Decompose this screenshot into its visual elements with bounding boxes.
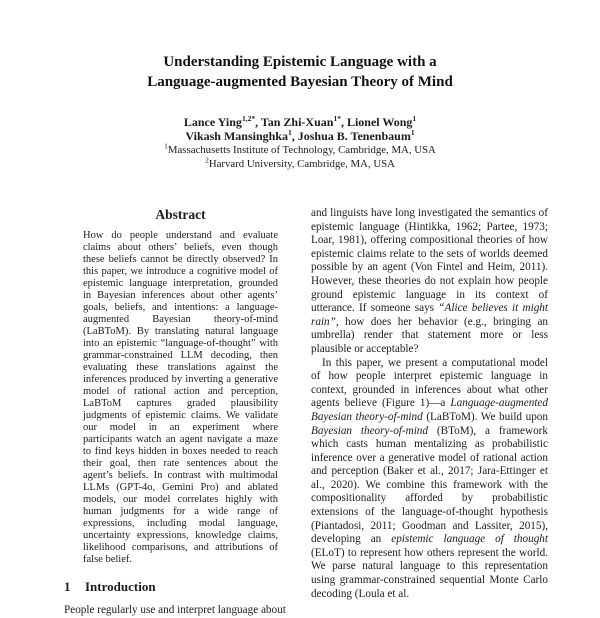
- abstract-body: How do people understand and evaluate claims about others’ beliefs, even though these beliefs cannot be directly observed? In this paper, we introduce a cognitive model of epistemic language interpretation, grounded in Bayesian inferences about other agents’ goals, beliefs, and intentions: a language-augmented Bayesian theory-of-mind (LaBToM). By translating natural language into an epistemic “language-of-thought” with grammar-constrained LLM decoding, then evaluating these translations against the inferences produced by inverting a generative model of rational action and perception, LaBToM captures graded plausibility judgments of epistemic claims. We validate our model in an experiment where participants watch an agent navigate a maze to find keys hidden in boxes needed to reach their goal, then rate sentences about the agent’s beliefs. In contrast with multimodal LLMs (GPT-4o, Gemini Pro) and ablated models, our model correlates highly with human judgments for a wide range of expressions, including modal language, uncertainty expressions, knowledge claims, likelihood comparisons, and attributions of false belief.: [83, 230, 278, 565]
- body-paragraph-1: and linguists have long investigated the semantics of epistemic language (Hintikka, 1962; Partee, 1973; Loar, 1981), offering compositional theories of how epistemic claims relate to the sets of worlds deemed possible by an agent (Von Fintel and Heim, 2011). However, these theories do not explain how people ground epistemic language in its context of utterance. If someone says “Alice believes it might rain”, how does her behavior (e.g., bringing an umbrella) render that statement more or less plausible or acceptable?: [311, 207, 548, 355]
- author-block: [0, 115, 600, 171]
- intro-paragraph: People regularly use and interpret language about: [64, 604, 286, 616]
- paper-header: [0, 0, 600, 171]
- author-line-1: Lance Ying$^{1,2*}$, Tan Zhi-Xuan$^{1*}$, Lionel Wong$^1$: [183, 114, 417, 129]
- left-column: [64, 207, 297, 618]
- affiliation-line-1: $^1$Massachusetts Institute of Technology, Cambridge, MA, USA: [164, 141, 436, 156]
- section-1-heading: [64, 579, 297, 595]
- two-column-body: [0, 207, 600, 618]
- right-column: [311, 207, 548, 601]
- title-line-1: Understanding Epistemic Language with a: [163, 54, 437, 70]
- section-number: 1: [64, 579, 71, 594]
- author-line-2: Vikash Mansinghka$^1$, Joshua B. Tenenbaum$^1$: [185, 128, 415, 143]
- section-title: Introduction: [85, 579, 156, 594]
- affiliation-line-2: $^2$Harvard University, Cambridge, MA, USA: [205, 155, 395, 170]
- body-paragraph-2: In this paper, we present a computational model of how people interpret epistemic language in context, grounded in inferences about what other agents believe (Figure 1)—a Language-augmented Bayesian theory-of-mind (LaBToM). We build upon Bayesian theory-of-mind (BToM), a framework which casts human mentalizing as probabilistic inference over a generative model of rational action and perception (Baker et al., 2017; Jara-Ettinger et al., 2020). We combine this framework with the compositionality afforded by probabilistic extensions of the language-of-thought hypothesis (Piantadosi, 2011; Goodman and Lassiter, 2015), developing an epistemic language of thought (ELoT) to represent how others represent the world. We parse natural language to this representation using grammar-constrained sequential Monte Carlo decoding (Loula et al.: [311, 356, 548, 600]
- paper-title: [0, 52, 600, 92]
- title-line-2: Language-augmented Bayesian Theory of Mind: [147, 74, 453, 90]
- abstract-heading: Abstract: [155, 207, 206, 222]
